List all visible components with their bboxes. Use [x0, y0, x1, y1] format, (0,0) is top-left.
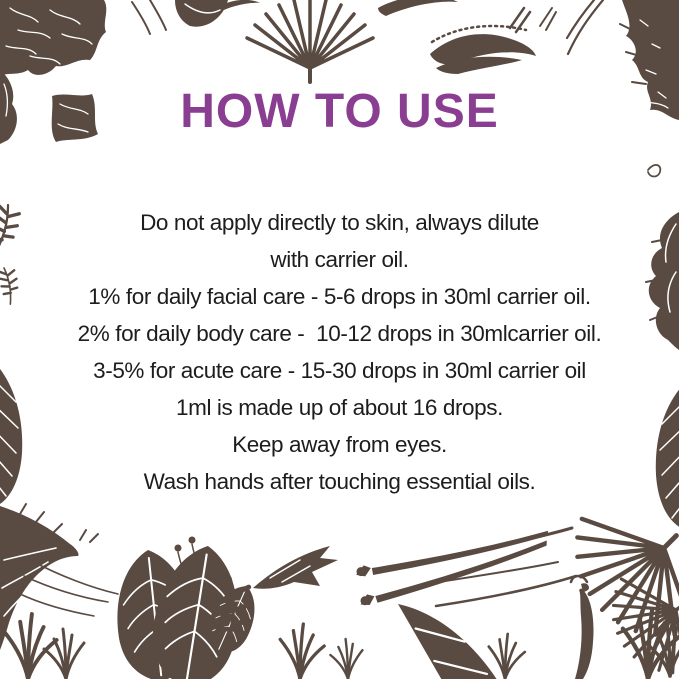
- hatch-strokes-icon: [510, 8, 556, 32]
- grass-icon: [44, 629, 84, 679]
- instruction-line: with carrier oil.: [270, 247, 409, 272]
- instruction-line: Keep away from eyes.: [232, 432, 447, 457]
- palm-frond-icon: [247, 0, 373, 82]
- instruction-line: 1ml is made up of about 16 drops.: [175, 395, 503, 420]
- grass-icon: [489, 634, 525, 679]
- swoosh-leaf-icon: [378, 0, 458, 16]
- dart-leaf-icon: [253, 546, 338, 589]
- instruction-line: 1% for daily facial care - 5-6 drops in 30ml carrier oil.: [88, 284, 591, 309]
- page-title: HOW TO USE: [180, 85, 499, 138]
- instruction-line: 2% for daily body care - 10-12 drops in 30mlcarrier oil.: [77, 321, 602, 346]
- grass-icon: [280, 624, 324, 679]
- branch-icon: [567, 0, 603, 54]
- instruction-line: Wash hands after touching essential oils.: [143, 469, 536, 494]
- grass-icon: [330, 639, 362, 679]
- usage-instructions: [0, 204, 679, 500]
- ribbed-leaf-icon: [398, 580, 552, 679]
- clove-icon: [354, 528, 576, 606]
- wave-shell-icon: [430, 26, 536, 74]
- feather-leaf-icon: [0, 504, 118, 650]
- instruction-line: 3-5% for acute care - 15-30 drops in 30ml carrier oil: [93, 358, 586, 383]
- stem-strokes-icon: [132, 0, 166, 34]
- seed-pod-icon: [175, 0, 228, 27]
- instruction-line: Do not apply directly to skin, always dilute: [140, 210, 539, 235]
- curl-icon: [648, 165, 660, 177]
- grass-icon: [5, 614, 57, 679]
